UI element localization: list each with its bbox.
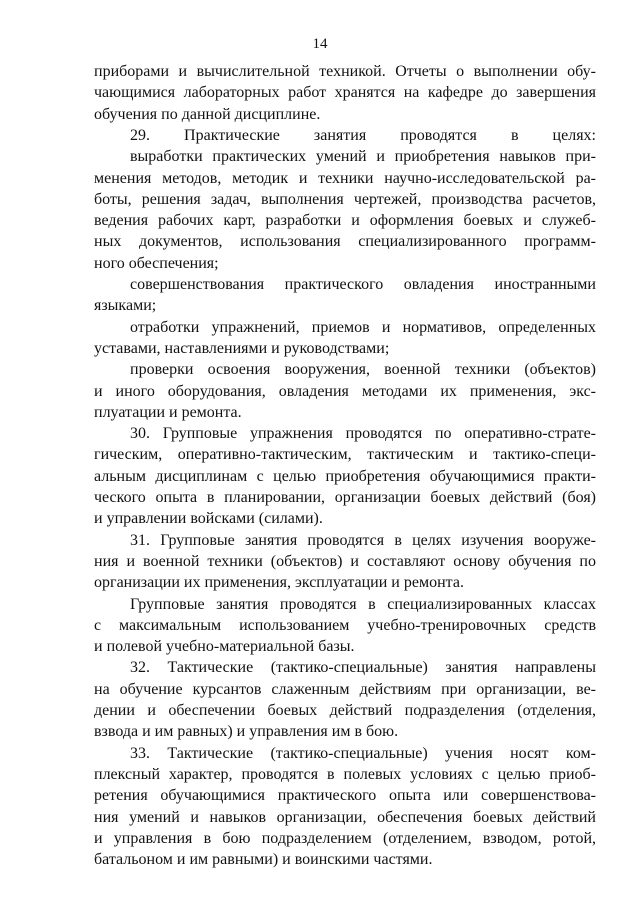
text-line: взвода и им равных) и управления им в бою. [94, 723, 399, 741]
text-line: 29. Практические занятия проводятся в целях: [130, 126, 596, 144]
text-line: 31. Групповые занятия проводятся в целях изучения вооруже- [130, 531, 596, 549]
page-number: 14 [312, 36, 328, 52]
text-line: чающимися лабораторных работ хранятся на кафедре до завершения [94, 84, 596, 102]
text-line: ческого опыта в планировании, организации боевых действий (боя) [94, 489, 596, 506]
text-line: менения методов, методик и техники научно-исследовательской ра- [94, 169, 596, 187]
text-line: выработки практических умений и приобретения навыков при- [130, 148, 596, 166]
text-line: ведения рабочих карт, разработки и оформления боевых и служеб- [94, 212, 596, 230]
text-line: Групповые занятия проводятся в специализированных классах [130, 595, 596, 613]
text-line: отработки упражнений, приемов и нормативов, определенных [130, 318, 596, 336]
text-line: плексный характер, проводятся в полевых условиях с целью приоб- [94, 765, 596, 783]
text-line: организации их применения, эксплуатации и ремонта. [94, 574, 464, 592]
text-line: плуатации и ремонта. [94, 403, 242, 421]
text-line: и управлении войсками (силами). [94, 510, 323, 528]
text-line: и иного оборудования, овладения методами их применения, экс- [94, 382, 596, 400]
text-line: обучения по данной дисциплине. [94, 105, 321, 123]
text-line: совершенствования практического овладения иностранными [130, 276, 596, 293]
text-line: ретения обучающимися практического опыта или совершенствова- [94, 787, 596, 805]
text-line: 30. Групповые упражнения проводятся по оперативно-страте- [130, 425, 596, 443]
text-line: 32. Тактические (тактико-специальные) занятия направлены [130, 659, 596, 677]
text-line: языками; [94, 297, 157, 315]
text-line: дении и обеспечении боевых действий подразделения (отделения, [94, 702, 596, 719]
text-line: боты, решения задач, выполнения чертежей, производства расчетов, [94, 190, 596, 208]
text-line: проверки освоения вооружения, военной техники (объектов) [130, 361, 596, 379]
text-line: ных документов, использования специализированного программ- [94, 233, 596, 251]
text-line: 33. Тактические (тактико-специальные) учения носят ком- [130, 744, 596, 762]
text-line: альным дисциплинам с целью приобретения обучающимися практи- [94, 467, 596, 485]
text-line: гическим, оперативно-тактическим, тактическим и тактико-специ- [94, 446, 596, 464]
text-line: с максимальным использованием учебно-тренировочных средств [94, 616, 596, 634]
text-line: уставами, наставлениями и руководствами; [94, 339, 390, 357]
text-line: ния умений и навыков организации, обеспечения боевых действий [94, 808, 596, 826]
text-line: приборами и вычислительной техникой. Отчеты о выполнении обу- [94, 63, 596, 80]
text-line: и управления в бою подразделением (отделением, взводом, ротой, [94, 829, 596, 847]
text-line: ния и военной техники (объектов) и составляют основу обучения по [94, 552, 596, 570]
text-line: на обучение курсантов слаженным действиям при организации, ве- [94, 680, 596, 698]
text-line: и полевой учебно-материальной базы. [94, 638, 355, 656]
text-line: ного обеспечения; [94, 254, 219, 272]
text-line: батальоном и им равными) и воинскими частями. [94, 851, 433, 869]
